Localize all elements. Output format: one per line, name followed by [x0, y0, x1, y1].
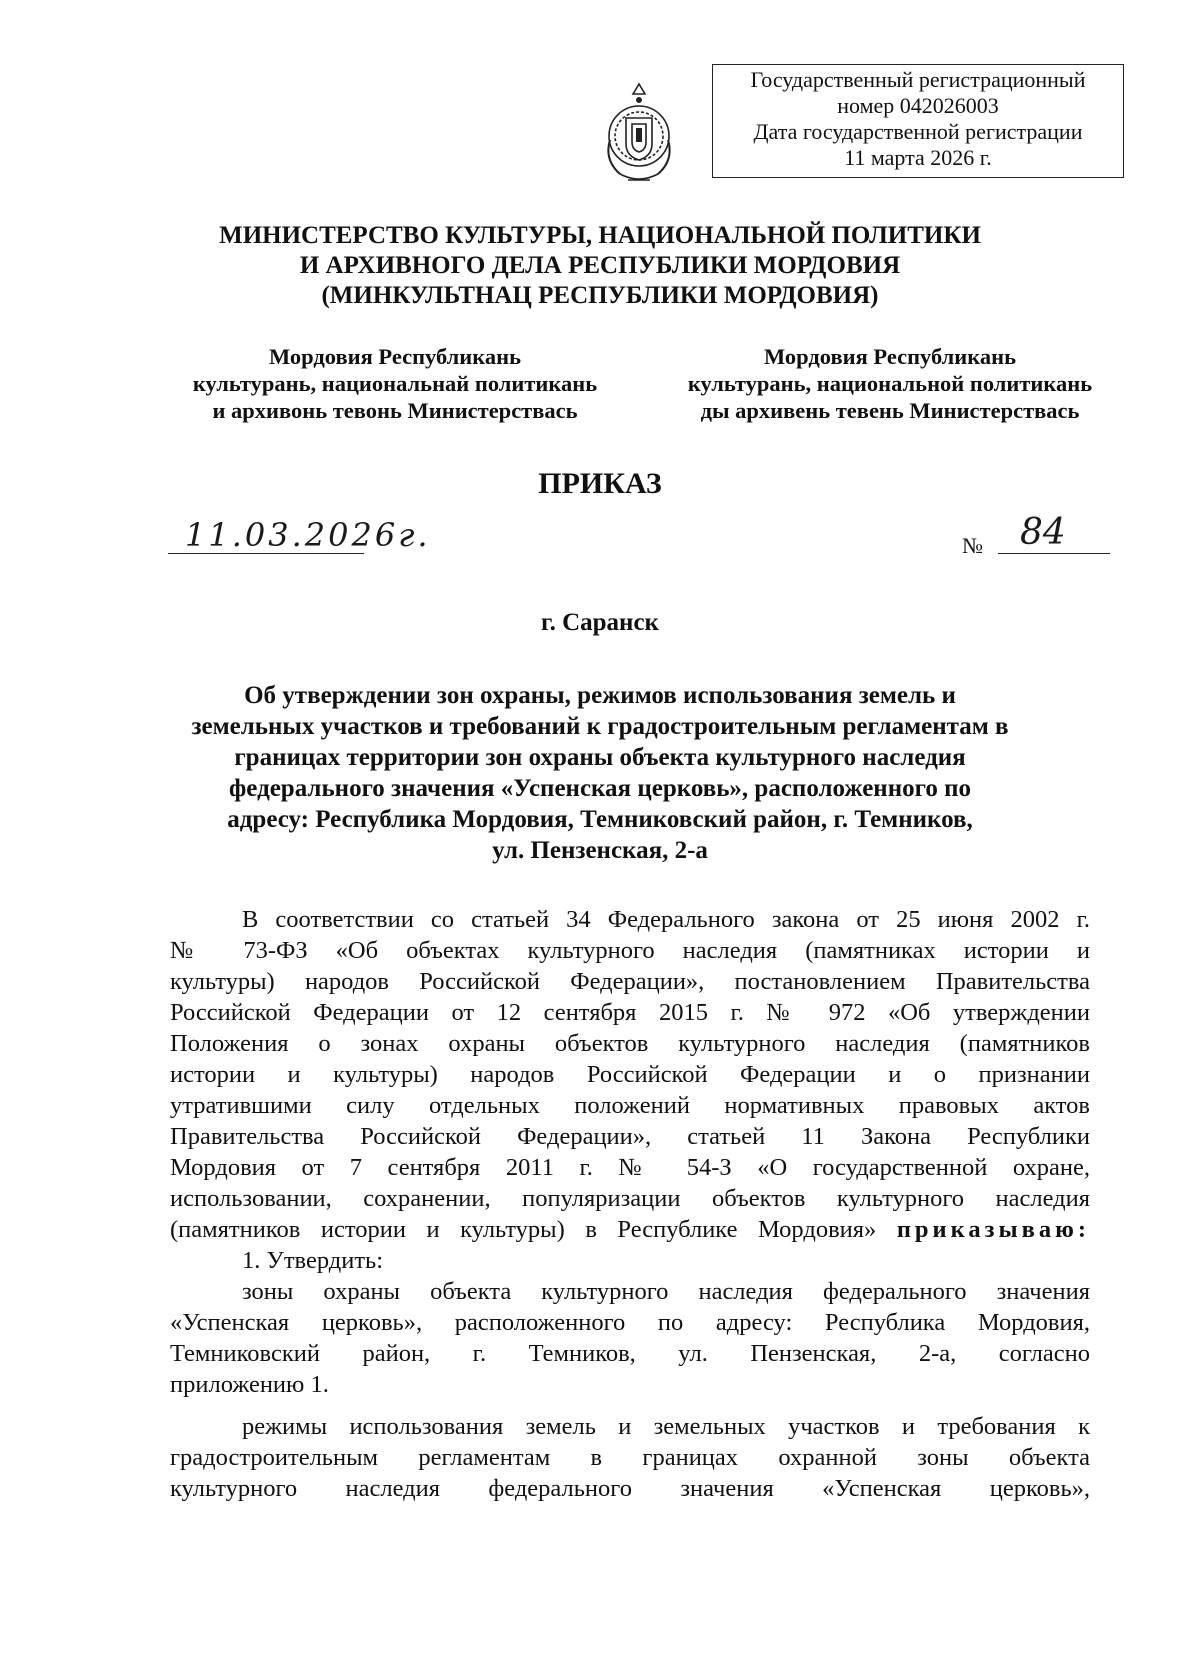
ministry-erzya-line-1: Мордовия Республикань: [763, 344, 1016, 369]
date-underline: [168, 553, 364, 554]
subject-line-3: границах территории зон охраны объекта культурного наследия: [234, 744, 966, 771]
ministry-abbreviation: (МИНКУЛЬТНАЦ РЕСПУБЛИКИ МОРДОВИЯ): [321, 282, 879, 309]
number-underline: [998, 553, 1110, 554]
order-number-sign: №: [962, 533, 983, 558]
body-line: Мордовия от 7 сентября 2011 г. № 54-З «О государственной охране,: [170, 1154, 1090, 1181]
ministry-moksha-line-3: и архивонь тевонь Министерствась: [212, 398, 578, 423]
body-line: № 73-ФЗ «Об объектах культурного наследия (памятниках истории и: [170, 937, 1090, 964]
order-number-handwritten: 84: [1020, 512, 1066, 553]
body-line: культурного наследия федерального значения «Успенская церковь»,: [170, 1475, 1090, 1502]
ministry-name-erzya: [660, 343, 1120, 424]
body-line: В соответствии со статьей 34 Федерального закона от 25 июня 2002 г.: [242, 906, 1090, 933]
order-title: ПРИКАЗ: [538, 467, 662, 500]
body-line: Положения о зонах охраны объектов культурного наследия (памятников: [170, 1030, 1090, 1057]
registration-date: 11 марта 2026 г.: [844, 145, 992, 170]
subject-line-1: Об утверждении зон охраны, режимов использования земель и: [244, 682, 956, 709]
subject-line-4: федерального значения «Успенская церковь», расположенного по: [229, 775, 971, 802]
subject-line-2: земельных участков и требований к градостроительным регламентам в: [191, 713, 1009, 740]
body-line-text: (памятников истории и культуры) в Республике Мордовия»: [170, 1216, 877, 1243]
order-city: г. Саранск: [541, 609, 659, 636]
body-line: истории и культуры) народов Российской Федерации и о признании: [170, 1061, 1090, 1088]
ministry-name-line-2: И АРХИВНОГО ДЕЛА РЕСПУБЛИКИ МОРДОВИЯ: [299, 252, 901, 279]
body-line: Правительства Российской Федерации», статьей 11 Закона Республики: [170, 1123, 1090, 1150]
registration-number: номер 042026003: [837, 93, 999, 118]
ministry-name-line-1: МИНИСТЕРСТВО КУЛЬТУРЫ, НАЦИОНАЛЬНОЙ ПОЛИТИКИ: [219, 222, 981, 249]
order-date-handwritten: 11.03.2026г.: [185, 516, 431, 554]
body-line: использовании, сохранении, популяризации объектов культурного наследия: [170, 1185, 1090, 1212]
ordering-word: приказываю:: [896, 1216, 1091, 1243]
body-line: зоны охраны объекта культурного наследия федерального значения: [242, 1278, 1090, 1305]
ministry-moksha-line-2: культурань, национальнай политикань: [192, 371, 598, 396]
registration-stamp-box: [712, 64, 1124, 178]
body-line: «Успенская церковь», расположенного по адресу: Республика Мордовия,: [170, 1309, 1090, 1336]
subject-line-6: ул. Пензенская, 2-а: [492, 837, 708, 864]
ministry-erzya-line-2: культурань, национальной политикань: [687, 371, 1093, 396]
ministry-name-moksha: [170, 343, 620, 424]
item-1-heading: 1. Утвердить:: [242, 1247, 384, 1274]
registration-date-label: Дата государственной регистрации: [753, 119, 1083, 144]
ministry-erzya-line-3: ды архивень тевень Министерствась: [700, 398, 1080, 423]
body-line: приложению 1.: [170, 1371, 329, 1398]
body-line: Темниковский район, г. Темников, ул. Пензенская, 2-а, согласно: [170, 1340, 1090, 1367]
body-line: Российской Федерации от 12 сентября 2015 г. № 972 «Об утверждении: [170, 999, 1090, 1026]
body-line: градостроительным регламентам в границах охранной зоны объекта: [170, 1444, 1090, 1471]
body-line: режимы использования земель и земельных участков и требования к: [242, 1413, 1090, 1440]
body-line: утратившими силу отдельных положений нормативных правовых актов: [170, 1092, 1090, 1119]
subject-line-5: адресу: Республика Мордовия, Темниковский район, г. Темников,: [227, 806, 973, 833]
coat-of-arms-emblem: [598, 80, 680, 190]
body-line-ordering: [170, 1214, 1090, 1245]
registration-line-1: Государственный регистрационный: [750, 67, 1086, 92]
ministry-moksha-line-1: Мордовия Республикань: [268, 344, 521, 369]
body-line: культуры) народов Российской Федерации», постановлением Правительства: [170, 968, 1090, 995]
